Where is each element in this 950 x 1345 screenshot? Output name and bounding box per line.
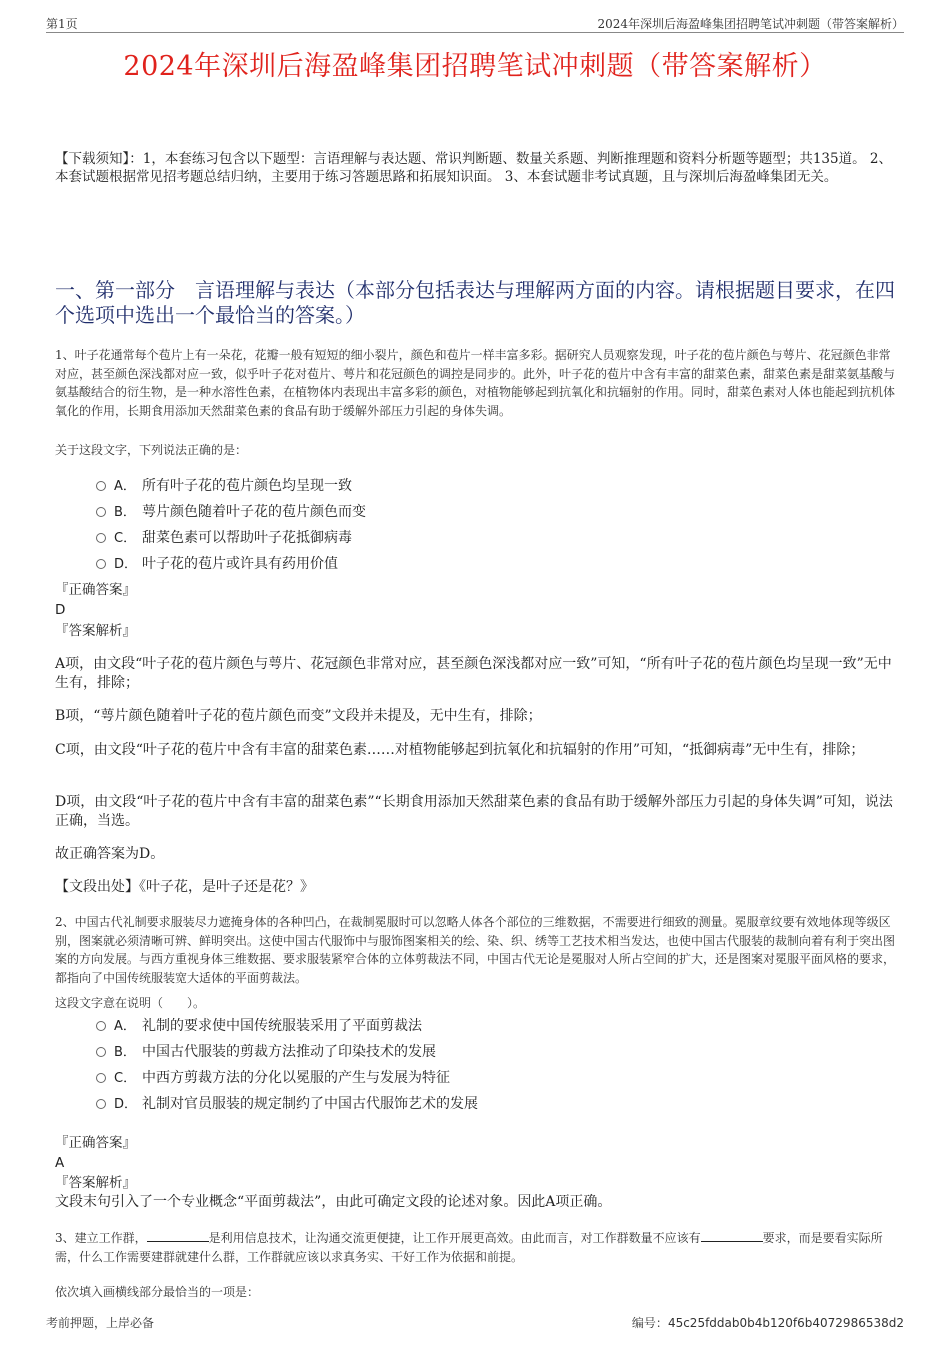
page-header bbox=[46, 10, 904, 33]
page-number: 第1页 bbox=[46, 17, 78, 31]
q2-stem: 2、中国古代礼制要求服装尽力遮掩身体的各种凹凸，在裁制冕服时可以忽略人体各个部位的三维数据，不需要进行细致的测量。冕服章纹要有效地体现等级区别，图案就必须清晰可辨、鲜明突出。这使中国古代服饰中与服饰图案相关的绘、染、织、绣等工艺技术相当发达，也使中国古代服装的裁制向着有利于突出图案的方向发展。与西方重视身体三维数据、要求服装紧窄合体的立体剪裁法不同，中国古代无论是冕服对人所占空间的扩大，还是图案对冕服平面风格的要求，都指向了中国传统服装宽大适体的平面剪裁法。 bbox=[55, 915, 896, 986]
q1-analysis-c: C项，由文段“叶子花的苞片中含有丰富的甜菜色素……对植物能够起到抗氧化和抗辐射的作用”可知，“抵御病毒”无中生有，排除； bbox=[55, 742, 865, 758]
q2-analysis-heading: 『答案解析』 bbox=[55, 1175, 136, 1191]
q1-source: 【文段出处】《叶子花，是叶子还是花？》 bbox=[55, 879, 314, 895]
fill-blank-1[interactable] bbox=[147, 1229, 209, 1242]
q2-answer: A bbox=[55, 1155, 65, 1171]
q1-answer: D bbox=[55, 602, 66, 618]
section-heading: 一、第一部分 言语理解与表达（本部分包括表达与理解两方面的内容。请根据题目要求，在四个选项中选出一个最恰当的答案。） bbox=[55, 278, 895, 327]
q1-options bbox=[96, 473, 896, 577]
radio-icon[interactable] bbox=[96, 1021, 106, 1031]
fill-blank-2[interactable] bbox=[701, 1229, 763, 1242]
q1-analysis-b: B项，“萼片颜色随着叶子花的苞片颜色而变”文段并未提及，无中生有，排除； bbox=[55, 708, 542, 724]
q1-analysis-heading: 『答案解析』 bbox=[55, 623, 136, 639]
footer-code: 编号：45c25fddab0b4b120f6b4072986538d2 bbox=[631, 1316, 904, 1330]
header-doc-title: 2024年深圳后海盈峰集团招聘笔试冲刺题（带答案解析） bbox=[597, 17, 904, 31]
page-title: 2024年深圳后海盈峰集团招聘笔试冲刺题（带答案解析） bbox=[123, 51, 827, 82]
radio-icon[interactable] bbox=[96, 1047, 106, 1057]
q2-option-a[interactable]: A． 礼制的要求使中国传统服装采用了平面剪裁法 bbox=[96, 1013, 896, 1039]
q1-analysis-d: D项，由文段“叶子花的苞片中含有丰富的甜菜色素”“长期食用添加天然甜菜色素的食品有助于缓解外部压力引起的身体失调”可知，说法正确，当选。 bbox=[55, 794, 893, 829]
radio-icon[interactable] bbox=[96, 533, 106, 543]
radio-icon[interactable] bbox=[96, 1099, 106, 1109]
q3-question: 依次填入画横线部分最恰当的一项是： bbox=[55, 1285, 260, 1299]
q3-stem: 3、建立工作群， 是利用信息技术，让沟通交流更便捷，让工作开展更高效。由此而言，对工作群数量不应该有 要求，而是要看实际所需，什么工作需要建群就建什么群，工作群就应该以求真务实、干好工作为依据和前提。 bbox=[55, 1231, 883, 1264]
q2-question: 这段文字意在说明（ ）。 bbox=[55, 996, 206, 1010]
radio-icon[interactable] bbox=[96, 507, 106, 517]
radio-icon[interactable] bbox=[96, 1073, 106, 1083]
q1-conclusion: 故正确答案为D。 bbox=[55, 846, 165, 862]
download-notice: 【下载须知】：1，本套练习包含以下题型：言语理解与表达题、常识判断题、数量关系题、判断推理题和资料分析题等题型；共135道。 2、本套试题根据常见招考题总结归纳，主要用于练习答题思路和拓展知识面。 3、本套试题非考试真题，且与深圳后海盈峰集团无关。 bbox=[55, 151, 892, 185]
q2-answer-heading: 『正确答案』 bbox=[55, 1135, 136, 1151]
q2-options bbox=[96, 1013, 896, 1117]
q1-option-d[interactable]: D． 叶子花的苞片或许具有药用价值 bbox=[96, 551, 896, 577]
q1-question: 关于这段文字，下列说法正确的是： bbox=[55, 443, 248, 457]
radio-icon[interactable] bbox=[96, 481, 106, 491]
q1-answer-heading: 『正确答案』 bbox=[55, 582, 136, 598]
footer-slogan: 考前押题，上岸必备 bbox=[46, 1316, 155, 1330]
q1-stem: 1、叶子花通常每个苞片上有一朵花，花瓣一般有短短的细小裂片，颜色和苞片一样丰富多彩。据研究人员观察发现，叶子花的苞片颜色与萼片、花冠颜色非常对应，甚至颜色深浅都对应一致，似乎叶子花对苞片、萼片和花冠颜色的调控是同步的。此外，叶子花的苞片中含有丰富的甜菜色素，甜菜色素是甜菜氨基酸与氨基酸结合的衍生物，是一种水溶性色素，在植物体内表现出丰富多彩的颜色，对植物能够起到抗氧化和抗辐射的作用。同时，甜菜色素对人体也能起到抗机体氧化的作用，长期食用添加天然甜菜色素的食品有助于缓解外部压力引起的身体失调。 bbox=[55, 348, 896, 419]
q2-analysis: 文段末句引入了一个专业概念“平面剪裁法”，由此可确定文段的论述对象。因此A项正确。 bbox=[55, 1194, 612, 1210]
q1-option-c[interactable]: C． 甜菜色素可以帮助叶子花抵御病毒 bbox=[96, 525, 896, 551]
q2-option-c[interactable]: C． 中西方剪裁方法的分化以冕服的产生与发展为特征 bbox=[96, 1065, 896, 1091]
q1-analysis-a: A项，由文段“叶子花的苞片颜色与萼片、花冠颜色非常对应，甚至颜色深浅都对应一致”可知，“所有叶子花的苞片颜色均呈现一致”无中生有，排除； bbox=[55, 656, 892, 691]
q2-option-b[interactable]: B． 中国古代服装的剪裁方法推动了印染技术的发展 bbox=[96, 1039, 896, 1065]
radio-icon[interactable] bbox=[96, 559, 106, 569]
q1-option-b[interactable]: B． 萼片颜色随着叶子花的苞片颜色而变 bbox=[96, 499, 896, 525]
q1-option-a[interactable]: A． 所有叶子花的苞片颜色均呈现一致 bbox=[96, 473, 896, 499]
q2-option-d[interactable]: D． 礼制对官员服装的规定制约了中国古代服饰艺术的发展 bbox=[96, 1091, 896, 1117]
